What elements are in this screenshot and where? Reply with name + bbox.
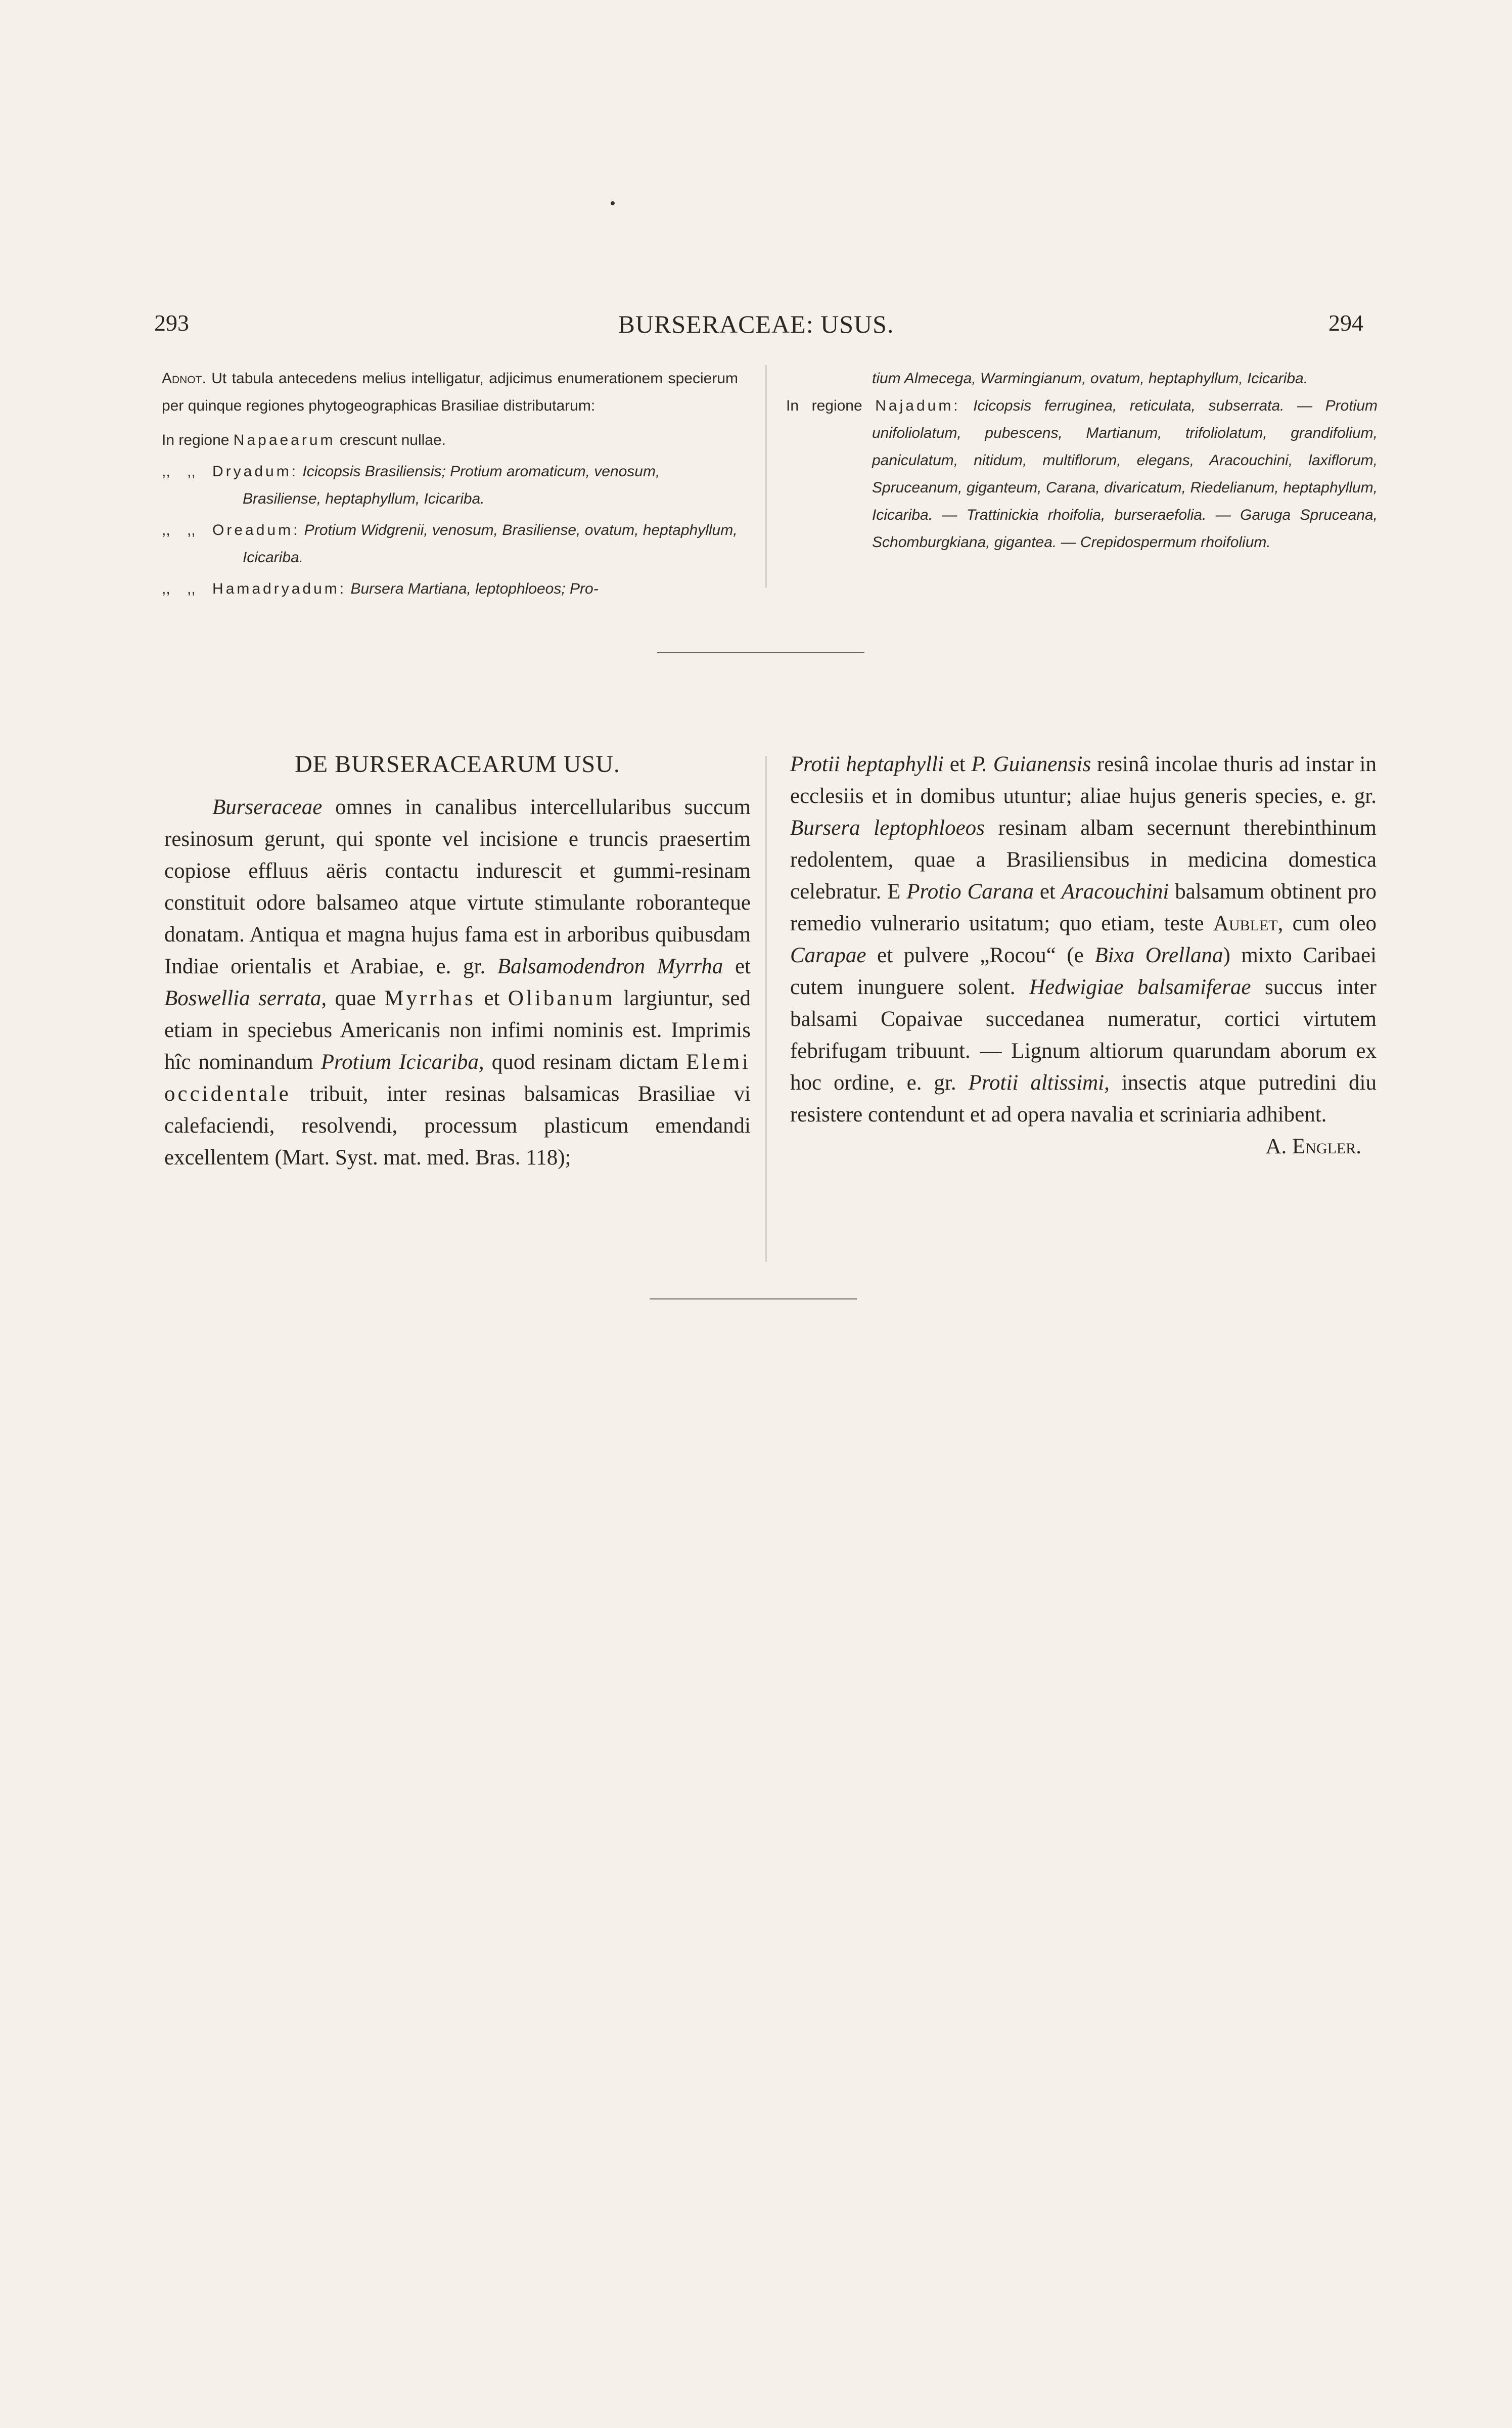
column-divider-upper: [765, 365, 766, 588]
section-rule-bottom: [650, 1298, 857, 1299]
region-najadum: In regione Najadum: Icicopsis ferruginea, reticulata, subserrata. — Protium unifoliolatum, pubescens, Martianum, trifoliolatum, grandifolium, paniculatum, nitidum, multiflorum, elegans, Aracouchini, laxiflorum, Spruceanum, giganteum, Carana, divaricatum, Riedelianum, heptaphyllum, Icicariba. — Trattinickia rhoifolia, burseraefolia. — Garuga Spruceana, Schomburgkiana, gigantea. — Crepidospermum rhoifolium.: [786, 397, 1378, 551]
region-hamadryadum: ,, ,, Hamadryadum: Bursera Martiana, leptophloeos; Pro-: [162, 580, 599, 597]
article-left-column: [164, 748, 751, 1174]
running-title: BURSERACEAE: USUS.: [618, 310, 894, 338]
page-number-right: 294: [1328, 310, 1363, 336]
annotation-left-column: [162, 365, 738, 603]
annotation-label: Adnot.: [162, 370, 206, 387]
region-oreadum: ,, ,, Oreadum: Protium Widgrenii, venosum, Brasiliense, ovatum, heptaphyllum, Icicariba.: [162, 522, 738, 566]
page-number-left: 293: [154, 310, 189, 336]
annotation-intro: Adnot. Ut tabula antecedens melius intelligatur, adjicimus enumerationem specierum per quinque regiones phytogeographicas Brasiliae distributarum:: [162, 370, 738, 414]
section-rule-top: [657, 652, 864, 653]
article-paragraph-left: Burseraceae omnes in canalibus intercellularibus succum resinosum gerunt, qui sponte vel incisione e truncis praesertim copiose effluus aëris contactu indurescit et gummi-resinam constituit odore balsameo atque virtute stimulante roboranteque donatam. Antiqua et magna hujus fama est in arboribus quibusdam Indiae orientalis et Arabiae, e. gr. Balsamodendron Myrrha et Boswellia serrata, quae Myrrhas et Olibanum largiuntur, sed etiam in speciebus Americanis non infimi nominis est. Imprimis hîc nominandum Protium Icicariba, quod resinam dictam Elemi occidentale tribuit, inter resinas balsamicas Brasiliae vi calefaciendi, resolvendi, processum plasticum emendandi excellentem (Mart. Syst. mat. med. Bras. 118);: [164, 795, 751, 1170]
article-heading: DE BURSERACEARUM USU.: [295, 751, 620, 778]
annotation-continued: tium Almecega, Warmingianum, ovatum, heptaphyllum, Icicariba.: [872, 370, 1308, 387]
column-divider-lower: [765, 756, 766, 1262]
region-dryadum: ,, ,, Dryadum: Icicopsis Brasiliensis; Protium aromaticum, venosum, Brasiliense, heptaphyllum, Icicariba.: [162, 463, 660, 507]
article-paragraph-right: Protii heptaphylli et P. Guianensis resinâ incolae thuris ad instar in ecclesiis et in domibus utuntur; aliae hujus generis species, e. gr. Bursera leptophloeos resinam albam secernunt therebinthinum redolentem, quae a Brasiliensibus in medicina domestica celebratur. E Protio Carana et Aracouchini balsamum obtinent pro remedio vulnerario usitatum; quo etiam, teste Aublet, cum oleo Carapae et pulvere „Rocou“ (e Bixa Orellana) mixto Caribaei cutem inunguere solent. Hedwigiae balsamiferae succus inter balsami Copaivae succedanea numeratur, cortici virtutem febrifugam tribuunt. — Lignum altiorum quarundam aborum ex hoc ordine, e. gr. Protii altissimi, insectis atque putredini diu resistere contendunt et ad opera navalia et scriniaria adhibent.: [790, 752, 1377, 1127]
region-napaearum: In regione Napaearum crescunt nullae.: [162, 432, 446, 448]
annotation-right-column: [786, 365, 1378, 556]
author-signature: A. Engler.: [1265, 1135, 1361, 1158]
article-right-column: [790, 748, 1377, 1162]
ornament-dot: [611, 201, 615, 205]
